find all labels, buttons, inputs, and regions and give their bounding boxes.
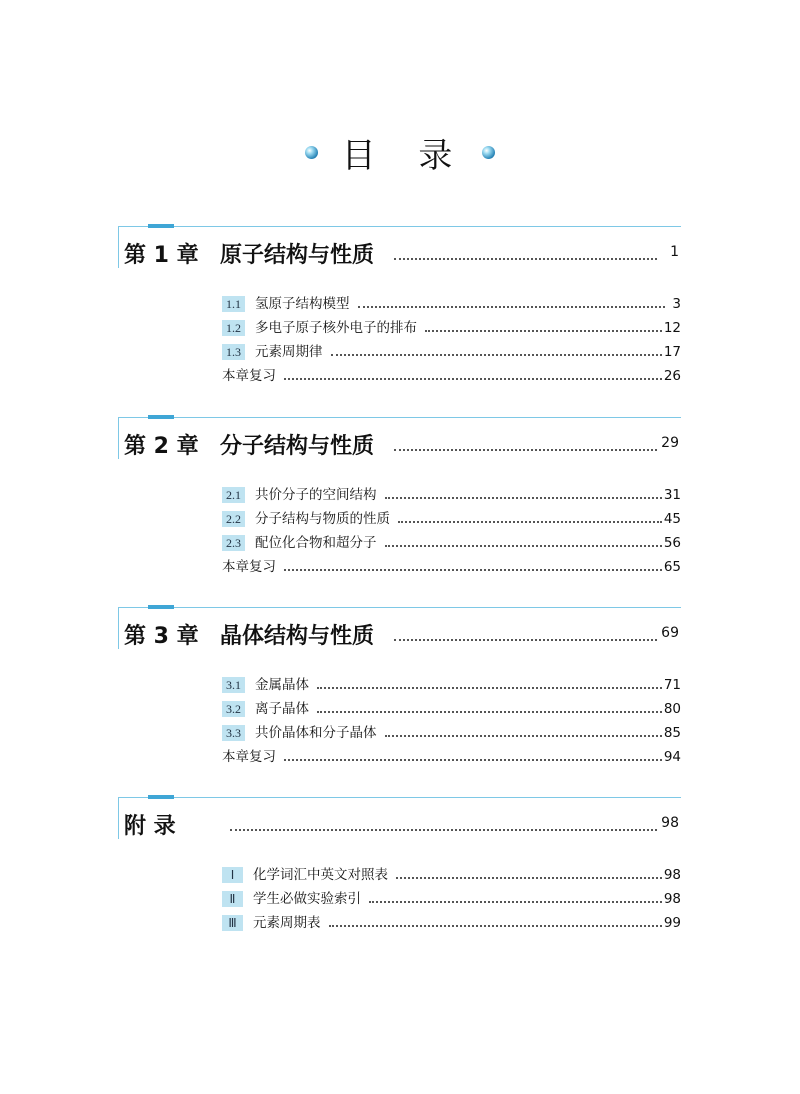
chapter-tab-marker: [148, 224, 174, 228]
section-number-badge: 2.1: [222, 487, 245, 503]
section-list: [118, 669, 681, 765]
section-list: [118, 859, 681, 931]
toc-entry[interactable]: [222, 479, 681, 503]
chapter-section: [118, 607, 681, 765]
section-leader-dots: [284, 569, 662, 571]
section-page-number: 56: [663, 535, 681, 551]
section-title: 元素周期律: [255, 344, 323, 360]
toc-entry[interactable]: [222, 717, 681, 741]
chapter-leader-dots: [394, 431, 657, 451]
chapter-section: [118, 417, 681, 575]
section-page-number: 98: [663, 891, 681, 907]
chapter-heading[interactable]: [118, 226, 681, 278]
section-page-number: 45: [663, 511, 681, 527]
toc-entry[interactable]: [222, 883, 681, 907]
section-title: 配位化合物和超分子: [255, 535, 377, 551]
chapter-rule: [118, 226, 681, 227]
section-title: 本章复习: [222, 368, 276, 384]
section-title: 元素周期表: [253, 915, 321, 931]
section-number-badge: 1.1: [222, 296, 245, 312]
section-leader-dots: [385, 545, 662, 547]
toc-entry[interactable]: [222, 360, 681, 384]
section-title: 本章复习: [222, 749, 276, 765]
chapter-leader-dots: [394, 240, 657, 260]
section-number-badge: Ⅱ: [222, 891, 243, 907]
section-page-number: 80: [663, 701, 681, 717]
chapter-rule: [118, 417, 681, 418]
chapter-label: 附 录: [124, 814, 176, 839]
chapter-rule: [118, 797, 681, 798]
chapter-side-rule: [118, 797, 119, 839]
chapter-page-number: 98: [661, 815, 679, 831]
section-title: 离子晶体: [255, 701, 309, 717]
chapter-leader-dots: [394, 621, 657, 641]
chapter-name: 原子结构与性质: [220, 243, 375, 268]
section-title: 学生必做实验索引: [253, 891, 361, 907]
section-number-badge: 3.3: [222, 725, 245, 741]
chapter-tab-marker: [148, 795, 174, 799]
chapter-leader-dots: [230, 811, 657, 831]
chapter-page-number: 29: [661, 435, 679, 451]
right-bullet-icon: [482, 146, 495, 159]
toc-entry[interactable]: [222, 336, 681, 360]
section-number-badge: 3.2: [222, 701, 245, 717]
section-number-badge: 3.1: [222, 677, 245, 693]
chapter-tab-marker: [148, 605, 174, 609]
chapter-side-rule: [118, 226, 119, 268]
chapter-name: 晶体结构与性质: [220, 624, 375, 649]
chapter-label: 第 3 章: [124, 624, 199, 649]
section-leader-dots: [284, 378, 662, 380]
section-page-number: 17: [663, 344, 681, 360]
chapter-heading[interactable]: [118, 797, 681, 849]
section-leader-dots: [396, 877, 662, 879]
chapter-heading[interactable]: [118, 607, 681, 659]
chapter-label: 第 2 章: [124, 434, 199, 459]
section-leader-dots: [398, 521, 662, 523]
section-list: [118, 288, 681, 384]
chapter-name: 分子结构与性质: [220, 434, 375, 459]
toc-entry[interactable]: [222, 693, 681, 717]
toc-entry[interactable]: [222, 551, 681, 575]
section-leader-dots: [284, 759, 662, 761]
section-page-number: 65: [663, 559, 681, 575]
section-number-badge: 1.3: [222, 344, 245, 360]
section-title: 氢原子结构模型: [255, 296, 350, 312]
section-page-number: 12: [663, 320, 681, 336]
chapter-heading[interactable]: [118, 417, 681, 469]
section-title: 金属晶体: [255, 677, 309, 693]
section-page-number: 85: [663, 725, 681, 741]
section-leader-dots: [425, 330, 662, 332]
section-leader-dots: [369, 901, 662, 903]
section-title: 多电子原子核外电子的排布: [255, 320, 417, 336]
chapter-section: [118, 797, 681, 931]
toc-entry[interactable]: [222, 859, 681, 883]
section-page-number: 98: [663, 867, 681, 883]
section-page-number: 99: [663, 915, 681, 931]
section-list: [118, 479, 681, 575]
section-page-number: 3: [672, 296, 681, 312]
chapter-rule: [118, 607, 681, 608]
toc-entry[interactable]: [222, 741, 681, 765]
section-number-badge: Ⅲ: [222, 915, 243, 931]
toc-entry[interactable]: [222, 527, 681, 551]
toc-entry[interactable]: [222, 907, 681, 931]
left-bullet-icon: [305, 146, 318, 159]
chapter-tab-marker: [148, 415, 174, 419]
section-page-number: 94: [663, 749, 681, 765]
chapter-page-number: 1: [670, 244, 679, 260]
chapter-label: 第 1 章: [124, 243, 199, 268]
toc-entry[interactable]: [222, 669, 681, 693]
section-page-number: 26: [663, 368, 681, 384]
section-number-badge: Ⅰ: [222, 867, 243, 883]
section-title: 共价分子的空间结构: [255, 487, 377, 503]
chapter-section: [118, 226, 681, 384]
section-leader-dots: [331, 354, 662, 356]
section-leader-dots: [317, 687, 662, 689]
section-title: 本章复习: [222, 559, 276, 575]
toc-entry[interactable]: [222, 503, 681, 527]
section-title: 分子结构与物质的性质: [255, 511, 390, 527]
section-number-badge: 2.3: [222, 535, 245, 551]
section-leader-dots: [329, 925, 662, 927]
toc-title: [0, 128, 800, 177]
chapter-side-rule: [118, 607, 119, 649]
section-page-number: 31: [663, 487, 681, 503]
section-leader-dots: [317, 711, 662, 713]
section-page-number: 71: [663, 677, 681, 693]
toc-entry[interactable]: [222, 288, 681, 312]
section-number-badge: 2.2: [222, 511, 245, 527]
chapter-page-number: 69: [661, 625, 679, 641]
section-title: 化学词汇中英文对照表: [253, 867, 388, 883]
section-leader-dots: [358, 306, 666, 308]
toc-entry[interactable]: [222, 312, 681, 336]
section-leader-dots: [385, 735, 662, 737]
section-leader-dots: [385, 497, 662, 499]
toc-title-text: 目 录: [341, 136, 469, 176]
chapter-side-rule: [118, 417, 119, 459]
section-number-badge: 1.2: [222, 320, 245, 336]
section-title: 共价晶体和分子晶体: [255, 725, 377, 741]
